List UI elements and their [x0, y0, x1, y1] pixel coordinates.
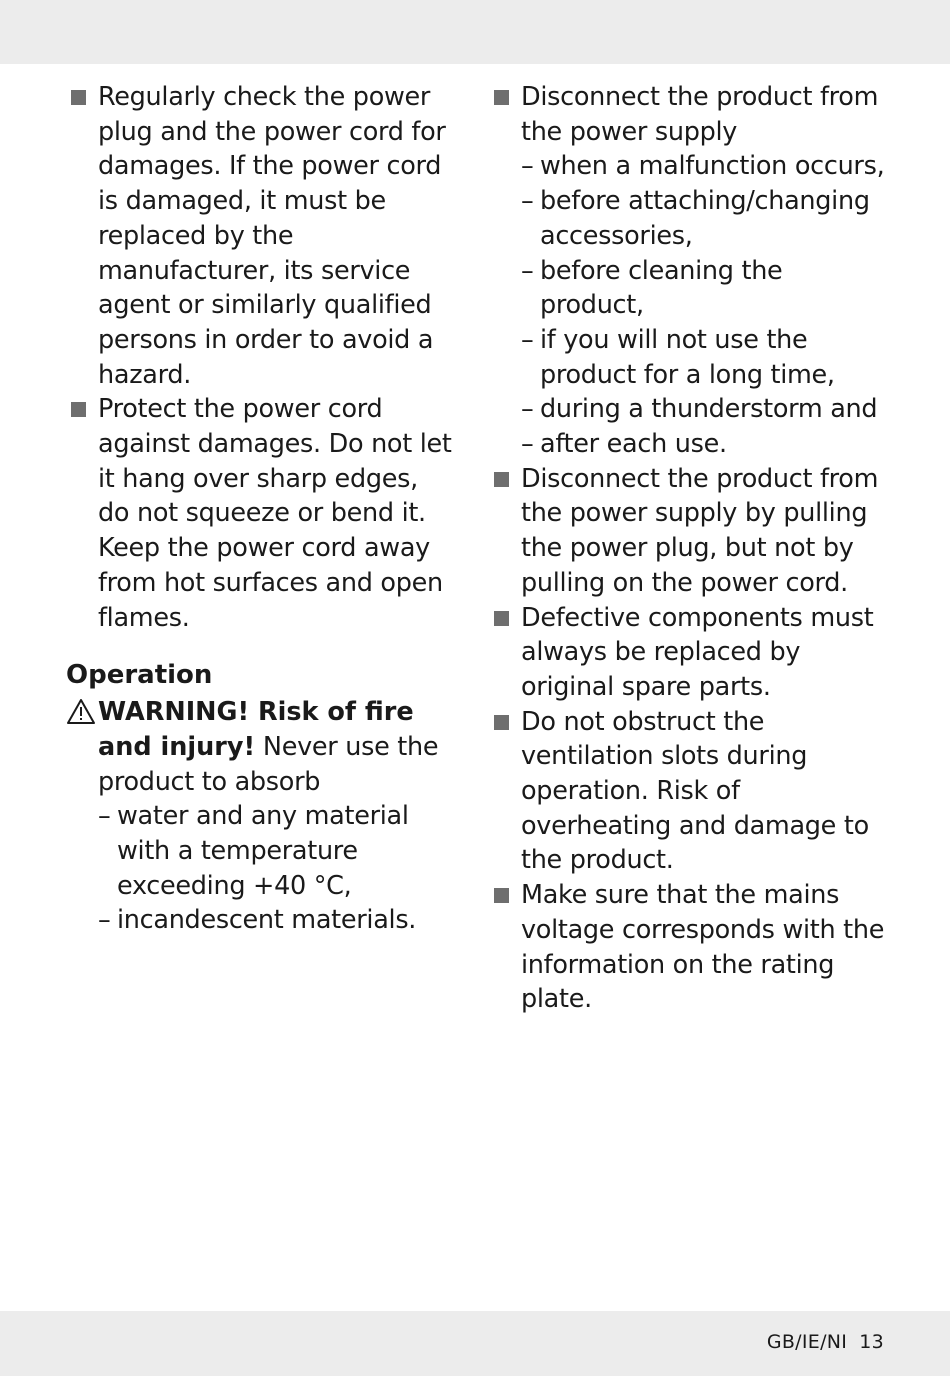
square-bullet-icon — [71, 90, 86, 105]
bullet-text: Regularly check the power plug and the power cord for damages. If the power cord is damaged, it must be replaced by the manufacturer, its service agent or similarly qualified persons in order to avoid a hazard. — [98, 82, 446, 390]
bullet-text: Make sure that the mains voltage corresponds with the information on the rating plate. — [521, 880, 885, 1015]
bullet-item — [489, 462, 889, 601]
dash-item-text: incandescent materials. — [117, 905, 417, 936]
header-band — [0, 0, 950, 64]
bullet-text: Disconnect the product from the power supply by pulling the power plug, but not by pulling on the power cord. — [521, 463, 879, 598]
dash-marker: – — [98, 801, 111, 832]
dash-item-text: before attaching/changing accessories, — [540, 186, 870, 251]
dash-list-item — [489, 184, 889, 253]
bullet-item — [489, 601, 889, 705]
square-bullet-icon — [494, 90, 509, 105]
square-bullet-icon — [494, 888, 509, 903]
dash-item-text: during a thunderstorm and — [540, 394, 878, 425]
dash-marker: – — [521, 255, 534, 286]
dash-marker: – — [521, 429, 534, 460]
dash-list-item — [66, 903, 456, 938]
dash-list-item — [489, 149, 889, 184]
left-column — [66, 80, 456, 938]
dash-item-text: water and any material with a temperature exceeding +40 °C, — [117, 801, 409, 901]
dash-list-item — [489, 392, 889, 427]
dash-item-text: if you will not use the product for a long time, — [540, 324, 835, 390]
square-bullet-icon — [494, 715, 509, 730]
square-bullet-icon — [71, 402, 86, 417]
dash-list-item — [489, 323, 889, 392]
bullet-item — [489, 80, 889, 149]
dash-marker: – — [521, 151, 534, 182]
warning-text: Never use the product to absorb — [98, 731, 439, 797]
page-number: 13 — [859, 1331, 884, 1353]
footer-region: GB/IE/NI — [766, 1331, 848, 1353]
dash-marker: – — [521, 186, 534, 217]
bullet-text: Defective components must always be replaced by original spare parts. — [521, 602, 874, 702]
dash-item-text: before cleaning the product, — [540, 255, 783, 321]
dash-item-text: when a malfunction occurs, — [540, 151, 885, 182]
dash-list-item — [66, 799, 456, 903]
dash-item-text: after each use. — [540, 429, 727, 460]
bullet-item — [66, 392, 456, 635]
bullet-text: Protect the power cord against damages. Do not let it hang over sharp edges, do not squeeze or bend it. Keep the power cord away from hot surfaces and open flames. — [98, 394, 452, 633]
square-bullet-icon — [494, 472, 509, 487]
warning-block — [66, 695, 456, 799]
bullet-item — [489, 878, 889, 1017]
bullet-text: Do not obstruct the ventilation slots during operation. Risk of overheating and damage to the product. — [521, 706, 869, 876]
dash-marker: – — [521, 324, 534, 355]
square-bullet-icon — [494, 611, 509, 626]
dash-marker: – — [521, 394, 534, 425]
bullet-text: Disconnect the product from the power supply — [521, 82, 879, 147]
dash-marker: – — [98, 905, 111, 936]
bullet-item — [489, 705, 889, 879]
dash-list-item — [489, 427, 889, 462]
warning-label: WARNING! Risk of fire and injury! — [98, 697, 414, 762]
warning-triangle-icon — [66, 697, 96, 727]
right-column — [489, 80, 889, 1017]
dash-list-item — [489, 254, 889, 323]
bullet-item — [66, 80, 456, 392]
footer — [767, 1331, 884, 1353]
section-title-operation: Operation — [66, 660, 213, 691]
